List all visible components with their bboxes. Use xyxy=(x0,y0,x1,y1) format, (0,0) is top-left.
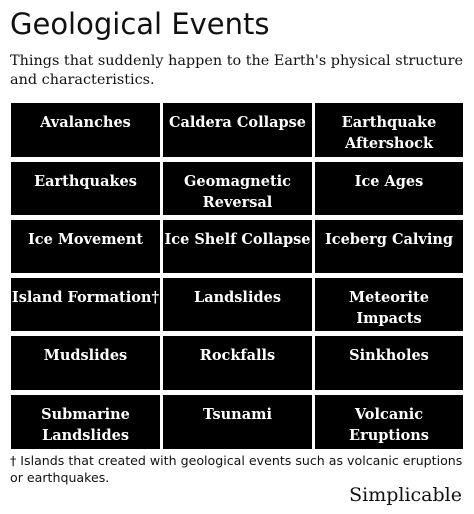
event-tile: Earthquakes xyxy=(11,162,160,215)
event-tile: Meteorite Impacts xyxy=(315,278,463,331)
events-grid xyxy=(11,103,463,452)
event-tile: Ice Ages xyxy=(315,162,463,215)
page-title: Geological Events xyxy=(10,7,270,41)
event-tile: Tsunami xyxy=(163,395,312,449)
event-tile: Sinkholes xyxy=(315,336,463,390)
event-tile: Rockfalls xyxy=(163,336,312,390)
event-tile: Iceberg Calving xyxy=(315,220,463,273)
event-tile: Caldera Collapse xyxy=(163,103,312,157)
event-tile: Landslides xyxy=(163,278,312,331)
page-subtitle: Things that suddenly happen to the Earth's physical structure and characteristics. xyxy=(10,53,464,88)
brand-logo: Simplicable xyxy=(349,484,462,506)
event-tile: Ice Movement xyxy=(11,220,160,273)
event-tile: Mudslides xyxy=(11,336,160,390)
footnote: † Islands that created with geological events such as volcanic eruptions or earthquakes. xyxy=(10,453,463,485)
event-tile: Avalanches xyxy=(11,103,160,157)
event-tile: Geomagnetic Reversal xyxy=(163,162,312,215)
event-tile: Ice Shelf Collapse xyxy=(163,220,312,273)
event-tile: Volcanic Eruptions xyxy=(315,395,463,449)
event-tile: Submarine Landslides xyxy=(11,395,160,449)
event-tile: Island Formation† xyxy=(11,278,160,331)
event-tile: Earthquake Aftershock xyxy=(315,103,463,157)
